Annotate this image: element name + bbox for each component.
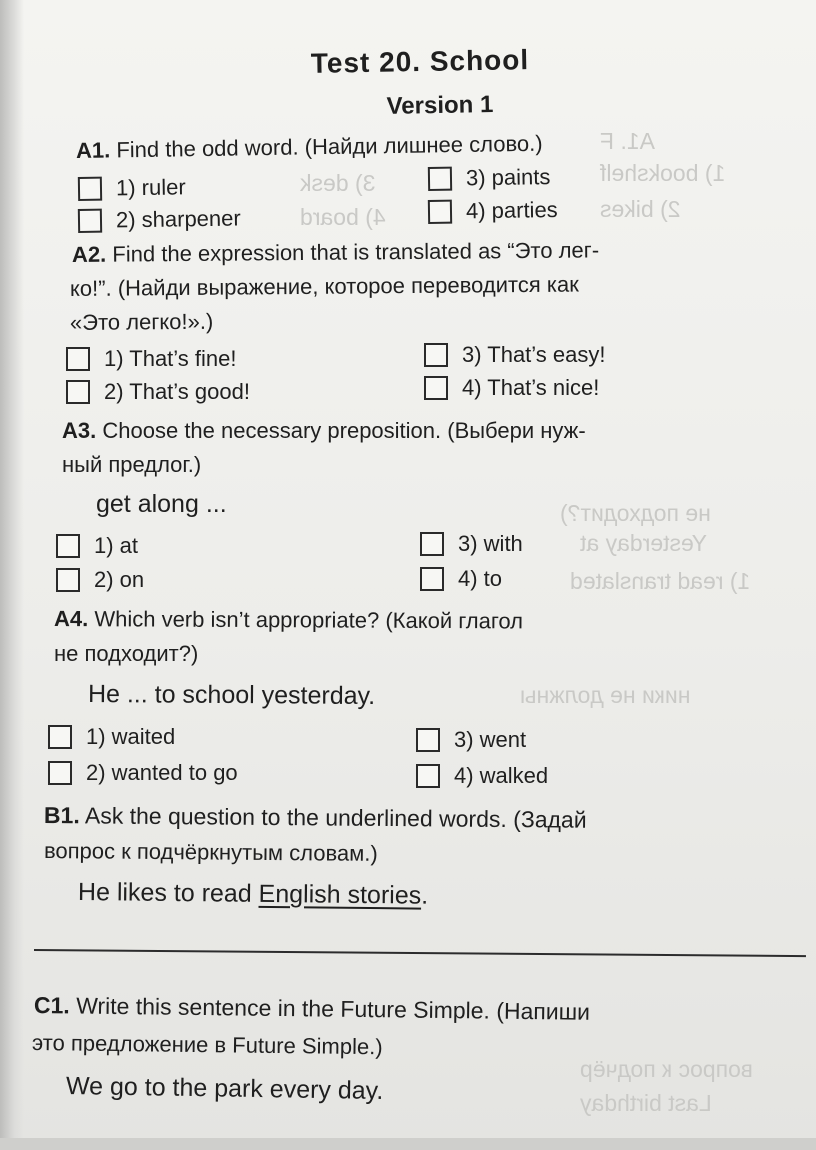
page-bottom-edge — [0, 1138, 816, 1150]
example-punctuation: . — [421, 881, 429, 910]
option-label: 4) to — [458, 566, 503, 591]
question-a1-option-2[interactable] — [78, 205, 241, 234]
option-label: 2) sharpener — [115, 205, 241, 233]
underlined-words: English stories — [258, 879, 422, 910]
option-label: 1) ruler — [115, 174, 186, 201]
checkbox[interactable] — [66, 347, 90, 371]
question-a2-prompt-line-3 — [70, 309, 213, 336]
question-a3-text-continued: ный предлог.) — [62, 452, 202, 477]
question-a1-label: A1. — [75, 137, 111, 163]
page-binding-shadow — [0, 0, 24, 1150]
question-b1-example — [78, 878, 428, 911]
question-a2-prompt-line-1 — [72, 237, 599, 268]
reverse-side-show-through: 1) bookshelf — [600, 160, 726, 186]
test-version: Version 1 — [386, 91, 494, 120]
question-a2-prompt-line-2 — [70, 272, 579, 302]
question-a1-text: Find the odd word. (Найди лишнее слово.) — [116, 130, 543, 163]
question-c1-label: C1. — [33, 992, 70, 1019]
question-a3-text: Choose the necessary preposition. (Выбери нуж- — [102, 418, 586, 443]
question-a4-prompt-line-1 — [54, 606, 523, 634]
checkbox[interactable] — [428, 167, 452, 191]
option-label: 1) at — [94, 533, 139, 558]
reverse-side-show-through: Last birthday — [580, 1090, 712, 1116]
question-a3-label: A3. — [62, 418, 97, 443]
question-b1-prompt-line-1 — [44, 802, 587, 834]
reverse-side-show-through: не подходит?) — [560, 500, 711, 526]
question-a4-example: He ... to school yesterday. — [87, 680, 376, 711]
checkbox[interactable] — [78, 177, 102, 201]
checkbox[interactable] — [428, 200, 452, 224]
question-a2-text: Find the expression that is translated as “Это лег- — [112, 237, 600, 267]
option-label: 1) That’s fine! — [104, 346, 237, 371]
question-a2-label: A2. — [71, 241, 107, 267]
question-a3-example: get along ... — [96, 490, 227, 518]
option-label: 2) wanted to go — [86, 760, 238, 785]
question-a2-option-3[interactable] — [424, 342, 605, 368]
question-a3-prompt-line-2 — [62, 452, 201, 478]
reverse-side-show-through: ники не должны — [520, 682, 691, 708]
checkbox[interactable] — [78, 209, 102, 233]
question-a4-text: Which verb isn’t appropriate? (Какой глагол — [94, 606, 524, 634]
option-label: 2) That’s good! — [104, 379, 250, 404]
question-a4-option-3[interactable] — [416, 727, 526, 753]
question-a2-option-1[interactable] — [66, 346, 236, 372]
question-a2-text-continued: ко!”. (Найди выражение, которое переводится как — [69, 271, 579, 301]
reverse-side-show-through: Yesterday at — [580, 530, 708, 556]
question-b1-prompt-line-2 — [44, 838, 378, 867]
reverse-side-show-through: 2) bikes — [600, 196, 681, 222]
question-a1-option-1[interactable] — [78, 174, 186, 202]
checkbox[interactable] — [48, 725, 72, 749]
question-a1-option-3[interactable] — [428, 164, 551, 192]
question-a1-option-4[interactable] — [428, 197, 558, 225]
question-b1-label: B1. — [43, 802, 80, 829]
question-a3-option-4[interactable] — [420, 566, 502, 592]
question-a4-option-1[interactable] — [48, 724, 175, 750]
reverse-side-show-through: 4) board — [300, 204, 386, 230]
option-label: 4) That’s nice! — [462, 375, 600, 400]
option-label: 4) walked — [454, 763, 549, 788]
question-a3-prompt-line-1 — [62, 418, 586, 444]
test-title: Test 20. School — [310, 44, 530, 79]
checkbox[interactable] — [66, 380, 90, 404]
reverse-side-show-through: вопрос к подчёр — [580, 1056, 753, 1082]
question-a3-option-1[interactable] — [56, 533, 138, 559]
reverse-side-show-through: A1. F — [600, 128, 655, 154]
question-c1-text: Write this sentence in the Future Simple. (Напиши — [76, 992, 591, 1025]
checkbox[interactable] — [416, 728, 440, 752]
option-label: 3) That’s easy! — [462, 342, 606, 367]
reverse-side-show-through: 1) read translated — [570, 568, 751, 594]
question-a2-text-continued: «Это легко!».) — [69, 308, 214, 335]
option-label: 4) parties — [465, 196, 558, 224]
checkbox[interactable] — [56, 534, 80, 558]
option-label: 3) with — [458, 531, 523, 556]
example-text: He likes to read — [77, 878, 259, 908]
question-c1-example: We go to the park every day. — [65, 1072, 384, 1105]
checkbox[interactable] — [416, 764, 440, 788]
question-c1-text-continued: это предложение в Future Simple.) — [31, 1030, 383, 1060]
question-a2-option-4[interactable] — [424, 375, 599, 401]
question-c1-prompt-line-2 — [32, 1030, 383, 1060]
question-a3-option-2[interactable] — [56, 567, 144, 593]
question-b1-text-continued: вопрос к подчёркнутым словам.) — [43, 838, 378, 866]
question-b1-text: Ask the question to the underlined words. (Задай — [84, 802, 587, 833]
option-label: 2) on — [94, 567, 145, 592]
reverse-side-show-through: 3) desk — [300, 170, 376, 196]
question-a4-prompt-line-2 — [54, 641, 198, 667]
checkbox[interactable] — [420, 567, 444, 591]
option-label: 1) waited — [86, 724, 176, 749]
option-label: 3) paints — [465, 164, 551, 191]
checkbox[interactable] — [424, 343, 448, 367]
checkbox[interactable] — [48, 761, 72, 785]
checkbox[interactable] — [56, 568, 80, 592]
option-label: 3) went — [454, 727, 527, 752]
question-a3-option-3[interactable] — [420, 531, 523, 557]
question-a4-label: A4. — [53, 606, 89, 632]
question-a2-option-2[interactable] — [66, 379, 250, 405]
question-a4-option-4[interactable] — [416, 763, 548, 789]
checkbox[interactable] — [424, 376, 448, 400]
question-a4-option-2[interactable] — [48, 760, 238, 786]
checkbox[interactable] — [420, 532, 444, 556]
question-a4-text-continued: не подходит?) — [54, 641, 199, 666]
